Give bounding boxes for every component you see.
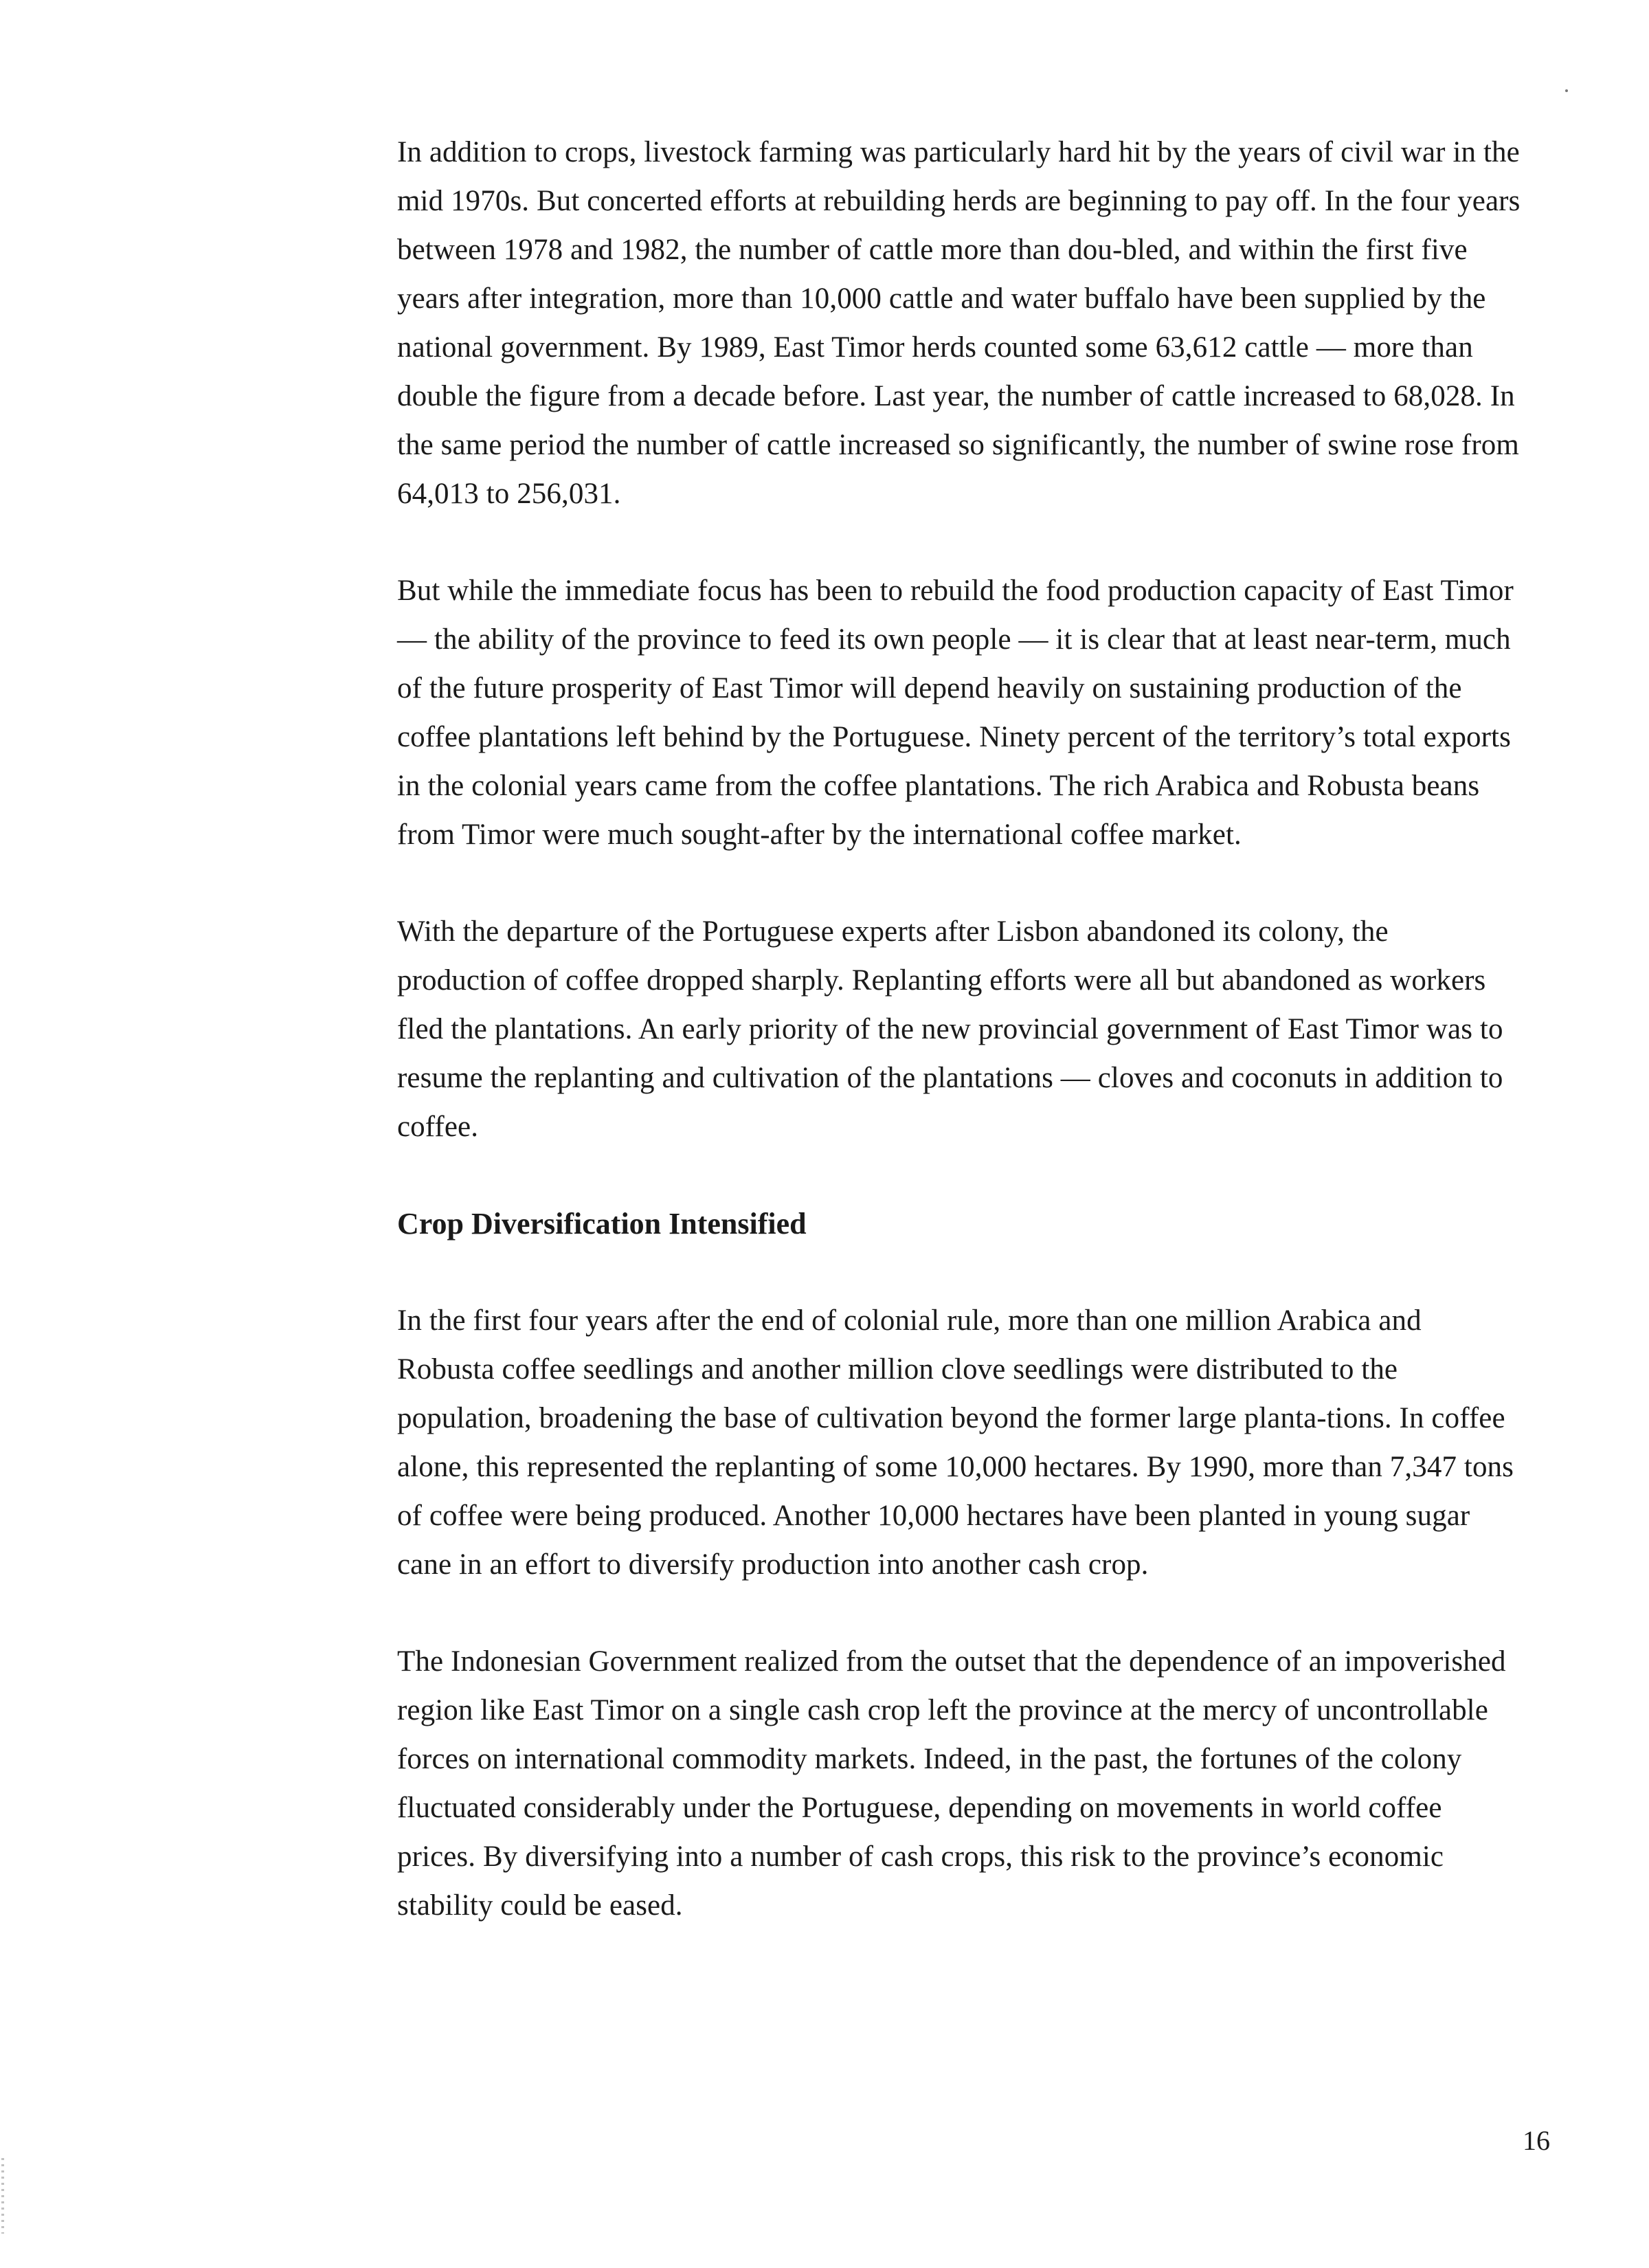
paragraph-portuguese-departure: With the departure of the Portuguese experts after Lisbon abandoned its colony, the production of coffee dropped sharply. Replanting efforts were all but abandoned as workers fled the plantations. An early priority of the new provincial government of East Timor was to resume the replanting and cultivation of the plantations — cloves and coconuts in addition to coffee. xyxy=(397,915,1503,1143)
scan-edge-marks xyxy=(1,2158,4,2234)
paragraph-coffee-plantations: But while the immediate focus has been to rebuild the food production capacity of East Timor — the ability of the province to feed its own people — it is clear that at least near-term, much of the future prosperity of East Timor will depend heavily on sustaining production of the coffee plantations left behind by the Portuguese. Ninety percent of the territory’s total exports in the colonial years came from the coffee plantations. The rich Arabica and Robusta beans from Timor were much sought-after by the international coffee market. xyxy=(397,575,1514,851)
scan-speck xyxy=(1565,89,1568,92)
paragraph-seedlings: In the first four years after the end of colonial rule, more than one million Arabica and Robusta coffee seedlings and another million clove seedlings were distributed to the population, broadening the base of cultivation beyond the former large planta-tions. In coffee alone, this represented the replanting of some 10,000 hectares. By 1990, more than 7,347 tons of coffee were being produced. Another 10,000 hectares have been planted in young sugar cane in an effort to diversify production into another cash crop. xyxy=(397,1304,1514,1581)
paragraph-diversification: The Indonesian Government realized from the outset that the dependence of an impoverished region like East Timor on a single cash crop left the province at the mercy of uncontrollable forces on international commodity markets. Indeed, in the past, the fortunes of the colony fluctuated considerably under the Portuguese, depending on movements in world coffee prices. By diversifying into a number of cash crops, this risk to the province’s economic stability could be eased. xyxy=(397,1645,1506,1922)
section-heading: Crop Diversification Intensified xyxy=(397,1207,807,1241)
text-column xyxy=(397,128,1524,1930)
paragraph-livestock: In addition to crops, livestock farming was particularly hard hit by the years of civil war in the mid 1970s. But concerted efforts at rebuilding herds are beginning to pay off. In the four years between 1978 and 1982, the number of cattle more than dou-bled, and within the first five years after integration, more than 10,000 cattle and water buffalo have been supplied by the national government. By 1989, East Timor herds counted some 63,612 cattle — more than double the figure from a decade before. Last year, the number of cattle increased to 68,028. In the same period the number of cattle increased so significantly, the number of swine rose from 64,013 to 256,031. xyxy=(397,136,1521,510)
page-number: 16 xyxy=(1523,2125,1550,2156)
